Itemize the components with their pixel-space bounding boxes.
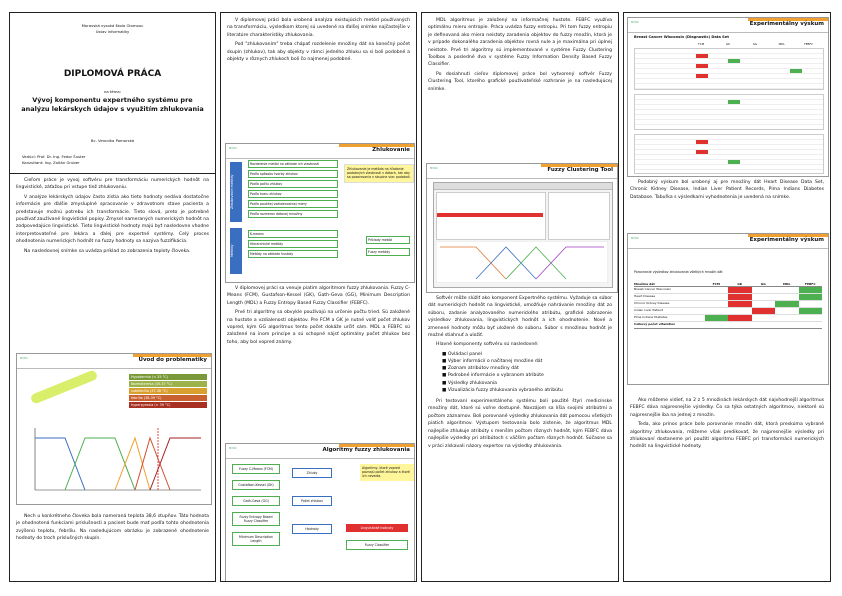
goal-paragraph: Cieľom práce je vyvoj softvéru pre transformáciu numerických hodnôt na lingvistické, záťažou pri vstupe tiež zhlukovaniu. xyxy=(16,178,209,191)
flow-step: Hodnoty xyxy=(292,524,332,534)
criterion-box: Podľa použitej vzdialenostnej miery xyxy=(248,200,338,208)
thesis-title: Vývoj komponentu expertného systému pre analýzu lekárskych údajov s využitím zhlukovania xyxy=(21,96,204,113)
table-title: Breast Cancer Wisconsin (Diagnostic) Data Set xyxy=(634,35,729,39)
criteria-boxes xyxy=(248,160,338,218)
legend-item: subfebrília (37-38 °C) xyxy=(129,388,207,394)
algorithm-box: Gath-Geva (GG) xyxy=(232,496,280,506)
thesis-topic-label: na téma: xyxy=(103,89,122,94)
bullet-text: Výber informácií o načítanej množine dát xyxy=(447,359,543,365)
thesis-type: DIPLOMOVÁ PRÁCA xyxy=(63,69,162,79)
flow-middle xyxy=(292,468,332,534)
row-label: Chronic Kidney Disease xyxy=(634,301,670,305)
component-bullet: ■ Ovládací panel xyxy=(442,351,482,357)
legend-item: Normotermia (35-37 °C) xyxy=(129,381,207,387)
slide-algorithms xyxy=(225,443,415,582)
component-bullet: ■ Zoznam atribútov množiny dát xyxy=(442,366,519,372)
table-header-cell: GG xyxy=(760,282,766,286)
results-table-block-3 xyxy=(634,134,824,174)
slide-title: Experimentálny výskum xyxy=(749,21,824,27)
university-name: Moravská vysoká škola Olomouc xyxy=(81,23,144,28)
slide-experiment-2 xyxy=(627,233,829,385)
algorithm-box: Fuzzy Entropy Based Fuzzy Classifier xyxy=(232,512,280,526)
algorithm-box: Minimum Description Length xyxy=(232,532,280,546)
school-logo: MVŠO xyxy=(430,167,438,170)
side-label-2: Metódy xyxy=(230,228,242,274)
legend-item: hyperpyrexia (> 39 °C) xyxy=(129,402,207,408)
highlight-cell xyxy=(696,54,708,58)
algorithms-paragraph: V diplomovej práci sa venuje piatim algoritmom fuzzy zhlukovania. Fuzzy C-Means (FCM), Gustafson-Kessel (GK), Gath-Geva (GG), Minimum Description Length (MDL) a Fuzzy Entropy Based Fuzzy Classifier (FEBFC). xyxy=(227,286,410,306)
slide-header xyxy=(628,234,828,249)
table-header-cell xyxy=(634,42,688,46)
software-paragraph: Softvér môže slúžiť ako komponent Expertného systému. Vyžaduje sa súbor dát numerických hodnôt na lingvistické, umožňuje nahrávanie množiny dát zo súboru, zadanie analyzovaného numerického atribútu, grafické zobrazenie výsledkov zhlukovania, lingvistických hodnôt a ich ohodnotenie. Nové a zmenené hodnoty môžu byť uložené do súboru. Súbor s množinou hodnôt je možné stiahnuť a uložiť. xyxy=(428,296,612,339)
highlight-cell xyxy=(728,59,740,63)
slide-title: Fuzzy Clustering Tool xyxy=(547,167,613,173)
poster-column-1 xyxy=(9,12,216,582)
criterion-box: Rozdelenie metód na základe ich vlastnosti xyxy=(248,160,338,168)
method-examples xyxy=(366,236,410,256)
flow-step: Zhluky xyxy=(292,468,332,478)
title-block xyxy=(10,13,215,174)
slide-title: Experimentálny výskum xyxy=(749,237,824,243)
app-chart xyxy=(436,241,608,283)
problem-paragraph: V analýze lekárskych údajov často zistia ako tieto hodnoty nedáva dostatočne informácie pre ďalšie zmysluplné spracovanie v zdravotnom stave pacienta a predstavuje možnú potrebu ich transformácie. Tieto slová, preto je potrebné používať zaužívané lingvistické popisy. Zmysel nameraných numerických hodnôt na zodpovedajúce lingvistické. Tieto lingvistické hodnoty majú byť nasledovne vhodne interpretovateľné pre lekára a ďalej pre expertné systémy. Celý proces ohodnotenia numerických hodnôt na fuzzy hodnoty sa nazýva fuzzifikácia. xyxy=(16,194,209,245)
results-table-header xyxy=(634,42,822,46)
membership-functions-graph xyxy=(25,424,205,500)
row-label: Heart Disease xyxy=(634,294,656,298)
row-label: Indian Liver Patient xyxy=(634,308,663,312)
output-box: Fuzzy Classifier xyxy=(346,540,408,550)
flow-output xyxy=(346,524,408,550)
table-header-cell: MDL xyxy=(778,42,785,46)
intro-text xyxy=(16,177,209,257)
slide-title: Úvod do problematiky xyxy=(138,357,207,363)
component-bullet: ■ Vizualizácia fuzzy zhlukovania vybraného atribútu xyxy=(442,387,563,393)
highlight-cell xyxy=(728,100,740,104)
example-paragraph: Na nasledovnej snímke sa uvádza príklad zo zobrazenia teploty človeka. xyxy=(24,248,191,254)
criterion-box: Podľa tvaru zhlukov xyxy=(248,190,338,198)
temperature-legend xyxy=(129,374,207,408)
school-logo: MVŠO xyxy=(631,237,639,240)
poster-column-2 xyxy=(220,12,417,582)
example-box: Príklady metód xyxy=(366,236,410,244)
table-row xyxy=(634,315,822,322)
flow-step: Počet zhlukov xyxy=(292,496,332,506)
similar-research-paragraph: Podobný výskum bol urobený aj pre množiny dát Heart Disease Data Set, Chronic Kidney Disease, Indian Liver Patient Records, Pima Indians Diabetes Database. Tabuľka s výsledkami vyhodnotenia je uvedená na snímke. xyxy=(630,180,824,200)
row-label: Breast Cancer Wisconsin xyxy=(634,287,672,291)
table-header-cell: GK xyxy=(726,42,731,46)
algorithm-box: Gustafson-Kessel (GK) xyxy=(232,480,280,490)
clustering-definition-paragraph: Pod "zhlukovaním" treba chápať rozdelenie množiny dát na konečný počet skupín (zhlukov), tak aby objekty v rámci jedného zhluku sa si boli podobné a objekty v rôznych zhlukoch boli čo najmenej podobné. xyxy=(227,42,410,63)
highlight-cell xyxy=(696,140,708,144)
slide-header xyxy=(427,164,617,179)
conclusion-text-1 xyxy=(16,513,209,545)
table-header-cell: GG xyxy=(752,42,758,46)
supervisor: Vedúci: Prof. Dr. Ing. Fedor Šuster xyxy=(22,154,86,159)
criterion-box: Podľa rozmerov dátovej množiny xyxy=(248,210,338,218)
school-logo: MVŠO xyxy=(631,21,639,24)
results-paragraph: Ako môžeme vidieť, na 2 z 5 množinách lekárskych dát najvhodnejší algoritmus FEBFC dáva najpresnejšie výsledky. Čo sa týka ostatných algoritmov, niektoré sú najpresnejšie iba na jednej z množín. xyxy=(630,398,824,418)
highlight-cell xyxy=(696,74,708,78)
slide-software xyxy=(426,163,618,293)
school-logo: MVŠO xyxy=(229,147,237,150)
thermometer-icon xyxy=(30,369,99,404)
software-text xyxy=(428,295,612,452)
table-header-cell: FCM xyxy=(698,42,705,46)
algorithm-flow xyxy=(232,464,280,546)
legend-item: Hypotermia (< 35 °C) xyxy=(129,374,207,380)
algorithm-box: Fuzzy C-Means (FCM) xyxy=(232,464,280,474)
slide-header xyxy=(226,444,414,459)
output-box: Lingvistické hodnoty xyxy=(346,524,408,532)
slide-header xyxy=(17,354,211,369)
bullet-text: Zoznam atribútov množiny dát xyxy=(447,366,519,372)
side-label-1: Zhlukovacie metódy xyxy=(230,162,242,222)
table-header-cell: FEBFC xyxy=(804,282,816,286)
method-boxes xyxy=(248,230,338,258)
algorithms-detail-paragraph: Prvé tri algoritmy sa obvykle používajú na určenie počtu tried. Sú založené na hustote a vzdialenosti objektov. Pre FCM a GK je nutné voliť počet zhlukov vopred, kým GG algoritmus tento počet dokáže určiť sám. MDL a FEBFC sú založené na inom princípe a sú schopné nájsť optimálny počet zhlukov bez toho, aby bol vopred známy. xyxy=(227,310,410,345)
table-row xyxy=(634,301,822,308)
school-logo: MVŠO xyxy=(229,447,237,450)
table-row xyxy=(634,287,822,294)
table-row xyxy=(634,308,822,315)
consultant: Konzultant: Ing. Zoltán Gruber xyxy=(22,160,80,165)
highlight-cell xyxy=(696,150,708,154)
slide-experiment-1 xyxy=(627,17,829,177)
row-label: Pima Indians Diabetes xyxy=(634,315,668,319)
slide-intro xyxy=(16,353,212,505)
table-header-cell: Množina dát xyxy=(634,282,655,286)
component-bullet: ■ Podrobné informácie o vybranom atribúte xyxy=(442,373,544,379)
table-row xyxy=(634,322,822,329)
table-header-cell: MDL xyxy=(783,282,791,286)
components-heading: Hlavné komponenty softvéru sú nasledovné: xyxy=(436,342,539,348)
slide-title: Algoritmy fuzzy zhlukovania xyxy=(322,447,410,453)
app-screenshot xyxy=(433,182,613,288)
method-box: K-means xyxy=(248,230,338,238)
component-bullet: ■ Výsledky zhlukovania xyxy=(442,380,497,386)
table-row xyxy=(634,294,822,301)
slide-title: Zhlukovanie xyxy=(372,147,410,153)
poster-column-3 xyxy=(421,12,619,582)
definition-note: Zhlukovanie je metóda na hľadanie podobných vlastností v dátach, tak aby sa pozorovania v skupine viac podobali. xyxy=(344,164,414,183)
algorithms-text xyxy=(227,285,410,348)
app-toolbar xyxy=(434,183,612,190)
row-label: Celkový počet víťazstiev xyxy=(634,322,676,326)
method-box: Metódy na základe hustoty xyxy=(248,250,338,258)
mdl-paragraph: MDL algoritmus je založený na informačnej hustote. FEBFC využíva optimálnu mieru entropie. Práca uvádza fuzzy entropiu. Pri tom fuzzy entropiu je definovaná ako miera neistoty zaradenia objektov do fuzzy množín, ktorá je v prípade dokonalého zaradenia objektov rovná nule a je maximálna pri úplnej neistote. Prvé tri algoritmy sú implementované v systéme Fuzzy Clustering Toolbox a posledné dva v systéme Fuzzy Information Density Based Fuzzy Classifier. xyxy=(428,18,612,68)
method-box: Hierarchické metódy xyxy=(248,240,338,248)
table-header-cell: FCM xyxy=(712,282,720,286)
bullet-text: Ovládací panel xyxy=(447,351,482,357)
highlight-cell xyxy=(728,160,740,164)
highlight-cell xyxy=(790,69,802,73)
criterion-box: Podľa počtu zhlukov xyxy=(248,180,338,188)
highlight-cell xyxy=(696,64,708,68)
criterion-box: Podľa spôsobu tvorby zhlukov xyxy=(248,170,338,178)
testing-paragraph: Pri testovaní experimentálneho systému boli použité štyri medicínske množiny dát, ktoré sú voľne dostupné. Navzájom sa líšia svojimi atribútmi a počtom záznamov. Boli porovnané výsledky zhlukovania dát pomocou všetkých piatich algoritmov. Výstupom testovania bolo zistenie, že algoritmus MDL najlepšie zhlukuje atribúty s menším počtom rôznych hodnôt, kým FEBFC dáva najlepšie výsledky pri atribútoch s väčším počtom rôznych hodnôt. Súčasne sa v práci získavali názory expertov na výsledky zhlukovania. xyxy=(428,399,612,449)
author-name: Bc. Veronika Pomorská xyxy=(90,138,135,143)
mdl-text xyxy=(428,17,612,95)
experiment-text xyxy=(630,179,824,203)
table-header-cell: GK xyxy=(737,282,743,286)
table-header-cell: FEBFC xyxy=(804,42,814,46)
analysis-paragraph: V diplomovej práci bola urobená analýza existujúcich metód používaných na transformáciu, výsledkom ktorej sú uvedené na ďalšej snímke najčastejšie v literatúre charakteristiky zhlukovania. xyxy=(227,18,410,38)
school-logo: MVŠO xyxy=(20,357,28,360)
component-bullet: ■ Výber informácií o načítanej množine dát xyxy=(442,359,543,365)
poster-column-4 xyxy=(623,12,831,582)
legend-item: febrília (38-39 °C) xyxy=(129,395,207,401)
app-detail-panel xyxy=(548,192,610,240)
example-box: Fuzzy metódy xyxy=(366,248,410,256)
analysis-text xyxy=(227,17,410,65)
slide-header xyxy=(628,18,828,33)
software-intro-paragraph: Po dosiahnutí cieľov diplomovej práce bol vytvorený softvér Fuzzy Clustering Tool, ktorého grafické používateľské rozhranie je na nasledujúcej snímke. xyxy=(428,71,612,92)
bullet-text: Podrobné informácie o vybranom atribúte xyxy=(447,373,544,379)
contribution-paragraph: Teda, ako prínos práce bolo porovnanie množín dát, ktorá preskúma vybrané algoritmy zhlukovania, môžeme však predikovať, že najpresnejšie výsledky pri zhlukovaní dostaneme pri použití algoritmu FEBFC pri transformácii numerických hodnôt na lingvistické hodnoty. xyxy=(630,422,824,450)
bullet-text: Výsledky zhlukovania xyxy=(447,380,497,386)
school-name: Ústav informatiky xyxy=(95,29,130,34)
summary-table xyxy=(634,282,822,329)
slide-header xyxy=(226,144,414,159)
flow-note: Algoritmy, ktoré vopred poznajú počet zhlukov a ktoré ich nevedia. xyxy=(360,464,414,481)
table-caption: Porovnanie výsledkov zhlukovania všetkých množín dát xyxy=(634,270,723,274)
example-result-paragraph: Nech u konkrétneho človeka bola nameraná teplota 38,6 stupňov. Táto hodnota je ohodnotená funkciami príslušnosti a pacient bude mať podľa tohto ohodnotenia zvýšenú teplotu, febríliu. Na nasledujúcom obrázku je zobrazené ohodnotenie hodnoty do troch príslušných skupín. xyxy=(16,514,209,542)
bullet-text: Vizualizácia fuzzy zhlukovania vybraného atribútu xyxy=(447,387,563,393)
conclusion-text xyxy=(630,397,824,453)
slide-clustering xyxy=(225,143,415,283)
app-selected-row xyxy=(437,213,543,217)
